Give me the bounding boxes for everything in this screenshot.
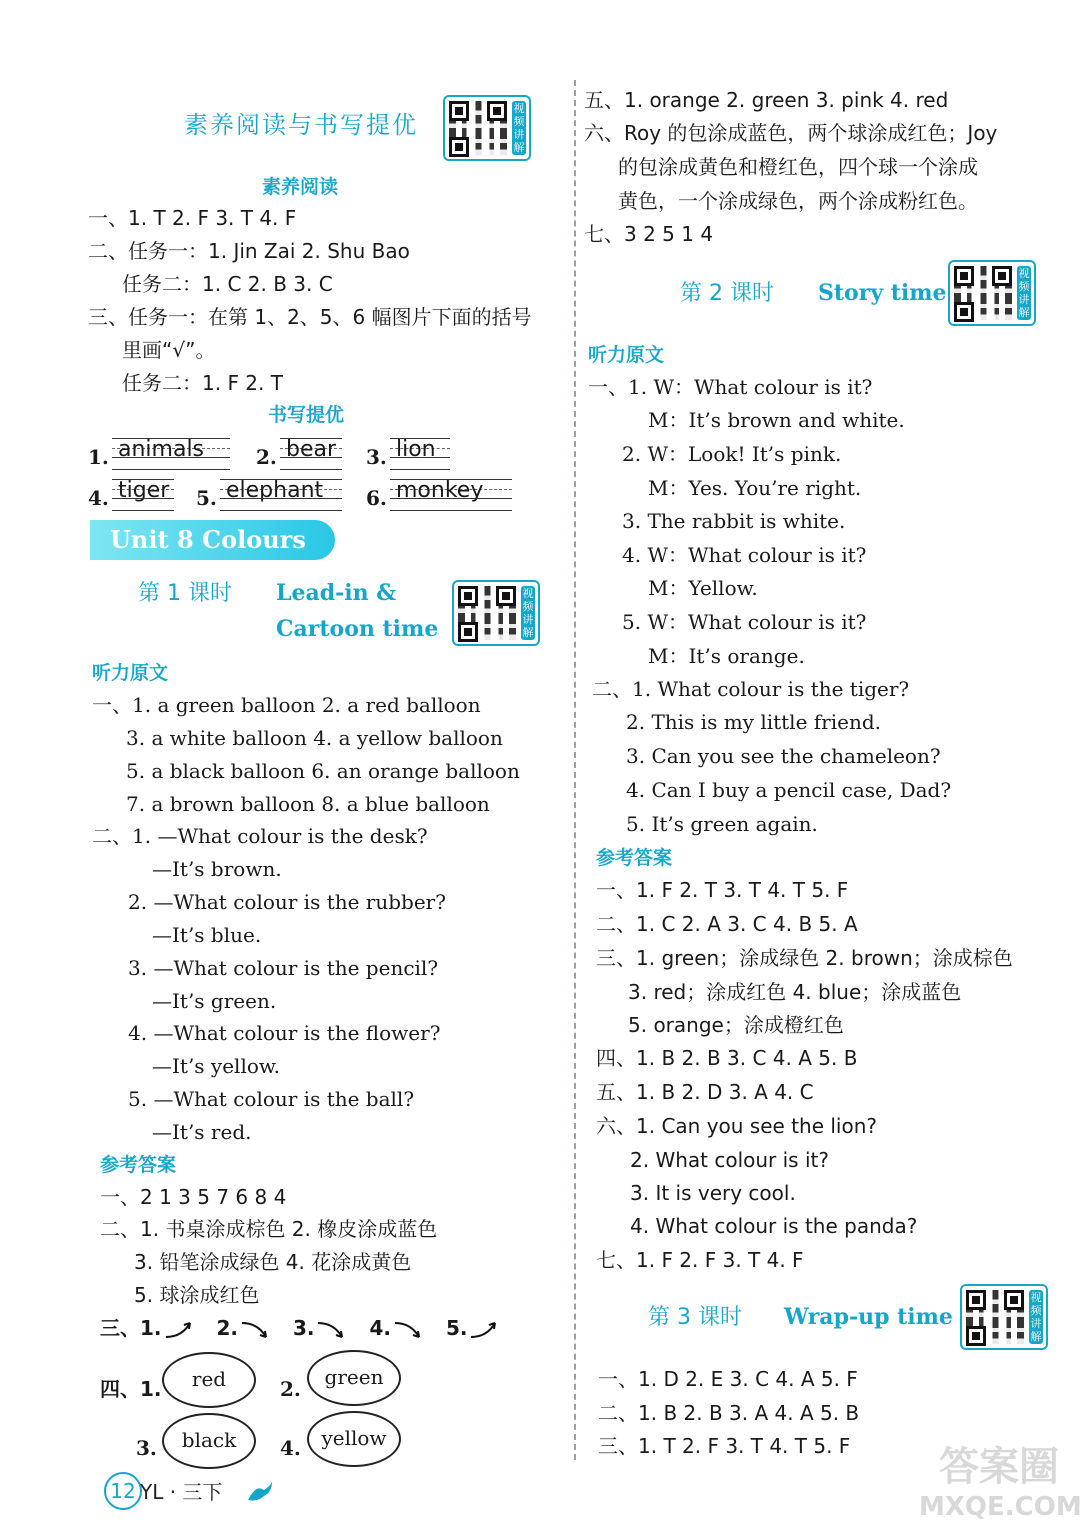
qr-video-tag: 视频讲解 [1018, 267, 1030, 319]
lesson-1-en: Lead-in & [276, 580, 397, 606]
writing-num: 2. [256, 445, 277, 469]
writing-num: 3. [366, 445, 387, 469]
qr-video-tag: 视频讲解 [1030, 1291, 1042, 1343]
qr-finder-icon [992, 266, 1012, 286]
qr-finder-icon [458, 622, 478, 642]
writing-num: 4. [88, 486, 109, 510]
listening-line: 3. The rabbit is white. [622, 509, 846, 533]
answer-oval: yellow [307, 1411, 401, 1467]
answer-line: 的包涂成黄色和橙红色，四个球一个涂成 [618, 155, 978, 179]
qr-video-tag: 视频讲解 [522, 587, 534, 639]
column-divider [574, 80, 576, 1460]
writing-line [112, 438, 230, 470]
qr-finder-icon [458, 586, 478, 606]
qr-code-2[interactable] [452, 580, 540, 646]
answer-oval: black [162, 1413, 256, 1469]
listening-line: 2. —What colour is the rubber? [128, 890, 446, 914]
answer-line: 六、Roy 的包涂成蓝色，两个球涂成红色；Joy [584, 121, 998, 145]
listening-line: 二、1. What colour is the tiger? [592, 677, 910, 701]
listening-line: —It’s red. [152, 1120, 252, 1144]
writing-line [112, 479, 174, 511]
listening-line: 4. —What colour is the flower? [128, 1021, 441, 1045]
falling-tone-icon [391, 1317, 425, 1343]
writing-word: tiger [118, 478, 170, 503]
oval-num: 3. [136, 1436, 157, 1460]
listening-line: —It’s blue. [152, 923, 262, 947]
writing-num: 5. [196, 486, 217, 510]
listening-line: 4. Can I buy a pencil case, Dad? [626, 778, 952, 802]
lesson-3-en: Wrap-up time [784, 1304, 953, 1330]
qr-finder-icon [496, 586, 516, 606]
qr-finder-icon [487, 101, 507, 121]
listening-line: —It’s green. [152, 989, 277, 1013]
writing-line [390, 479, 512, 511]
lesson-3-cn: 第 3 课时 [648, 1305, 742, 1330]
writing-word: bear [286, 437, 337, 462]
answer-line: 四、1. B 2. B 3. C 4. A 5. B [596, 1046, 858, 1070]
answer-line: 五、1. orange 2. green 3. pink 4. red [584, 88, 949, 112]
answer-oval: red [162, 1352, 256, 1408]
listening-line: 5. W：What colour is it? [622, 610, 867, 634]
qr-finder-icon [966, 1326, 986, 1346]
answer-line: 三、1. green；涂成绿色 2. brown；涂成棕色 [596, 946, 1013, 970]
answers-title: 参考答案 [596, 847, 673, 869]
oval-num: 4. [280, 1436, 301, 1460]
writing-line [390, 438, 450, 470]
writing-word: monkey [396, 478, 484, 503]
qr-code-3[interactable] [948, 260, 1036, 326]
listening-title: 听力原文 [588, 344, 665, 366]
lesson-2-cn: 第 2 课时 [680, 281, 774, 306]
listening-line: 2. This is my little friend. [626, 710, 882, 734]
answer-line: 七、3 2 5 1 4 [584, 222, 714, 246]
listening-line: 5. a black balloon 6. an orange balloon [126, 759, 520, 783]
unit-banner: Unit 8 Colours [90, 520, 335, 560]
listening-line: 3. a white balloon 4. a yellow balloon [126, 726, 503, 750]
footer-label: YL · 三下 [140, 1480, 223, 1504]
writing-word: elephant [226, 478, 324, 503]
qr-finder-icon [954, 302, 974, 322]
qr-finder-icon [954, 266, 974, 286]
listening-line: 7. a brown balloon 8. a blue balloon [126, 792, 490, 816]
listening-line: 一、1. W：What colour is it? [588, 375, 873, 399]
answer-line: 二、1. 书桌涂成棕色 2. 橡皮涂成蓝色 [100, 1217, 438, 1241]
watermark: 答案圈 MXQE.COM [919, 1444, 1082, 1522]
answer-oval: green [307, 1350, 401, 1406]
answer-line: 5. 球涂成红色 [134, 1283, 260, 1307]
answer-line: 4. What colour is the panda? [630, 1214, 918, 1238]
qr-video-tag: 视频讲解 [513, 102, 525, 154]
listening-line: —It’s yellow. [152, 1054, 280, 1078]
listening-line: M：Yellow. [648, 576, 758, 600]
writing-line [220, 479, 342, 511]
listening-title: 听力原文 [92, 662, 169, 684]
reading-line: 里画“√”。 [122, 338, 216, 362]
listening-line: 5. —What colour is the ball? [128, 1087, 415, 1111]
answer-line: 七、1. F 2. F 3. T 4. F [596, 1248, 804, 1272]
rising-tone-icon [467, 1317, 501, 1343]
answer-line: 一、1. D 2. E 3. C 4. A 5. F [598, 1367, 858, 1391]
lesson-1-cn: 第 1 课时 [138, 581, 232, 606]
listening-line: 4. W：What colour is it? [622, 543, 867, 567]
reading-line: 二、任务一：1. Jin Zai 2. Shu Bao [88, 239, 410, 263]
reading-line: 任务二：1. C 2. B 3. C [122, 272, 333, 296]
answer-line: 3. 铅笔涂成绿色 4. 花涂成黄色 [134, 1250, 412, 1274]
falling-tone-icon [238, 1317, 272, 1343]
answer-line: 一、1. F 2. T 3. T 4. T 5. F [596, 878, 849, 902]
answer-line: 黄色，一个涂成绿色，两个涂成粉红色。 [618, 189, 978, 213]
listening-line: 3. Can you see the chameleon? [626, 744, 941, 768]
qr-finder-icon [449, 137, 469, 157]
tones-row: 三、1. 2. 3. 4. 5. [100, 1313, 501, 1343]
answer-line: 六、1. Can you see the lion? [596, 1114, 878, 1138]
answers-title: 参考答案 [100, 1154, 177, 1176]
writing-title: 书写提优 [268, 404, 345, 426]
lesson-2-en: Story time [818, 280, 947, 306]
writing-line [280, 438, 342, 470]
reading-title: 素养阅读 [262, 176, 339, 198]
qr-finder-icon [449, 101, 469, 121]
reading-line: 一、1. T 2. F 3. T 4. F [88, 206, 297, 230]
listening-line: 5. It’s green again. [626, 812, 818, 836]
reading-line: 三、任务一：在第 1、2、5、6 幅图片下面的括号 [88, 305, 532, 329]
listening-line: 2. W：Look! It’s pink. [622, 442, 842, 466]
listening-line: 二、1. —What colour is the desk? [92, 824, 428, 848]
qr-finder-icon [966, 1290, 986, 1310]
qr-finder-icon [1004, 1290, 1024, 1310]
listening-line: M：It’s brown and white. [648, 408, 905, 432]
answer-line: 二、1. B 2. B 3. A 4. A 5. B [598, 1401, 860, 1425]
falling-tone-icon [314, 1317, 348, 1343]
answer-line: 五、1. B 2. D 3. A 4. C [596, 1080, 814, 1104]
answer-line: 5. orange；涂成橙红色 [628, 1013, 844, 1037]
qr-code-1[interactable] [443, 95, 531, 161]
writing-word: animals [118, 437, 205, 462]
answer-line: 三、1. T 2. F 3. T 4. T 5. F [598, 1434, 851, 1458]
writing-word: lion [396, 437, 436, 462]
bird-icon [246, 1480, 274, 1506]
writing-num: 1. [88, 445, 109, 469]
page-number: 12 [104, 1472, 142, 1510]
listening-line: M：Yes. You’re right. [648, 476, 862, 500]
answer-line: 一、2 1 3 5 7 6 8 4 [100, 1185, 287, 1209]
qr-code-4[interactable] [960, 1284, 1048, 1350]
answer-line: 3. red；涂成红色 4. blue；涂成蓝色 [628, 980, 962, 1004]
answer-line: 二、1. C 2. A 3. C 4. B 5. A [596, 912, 858, 936]
answer-line: 3. It is very cool. [630, 1181, 796, 1205]
listening-line: —It’s brown. [152, 857, 282, 881]
rising-tone-icon [162, 1317, 196, 1343]
ovals-prefix: 四、1. [100, 1377, 162, 1401]
listening-line: M：It’s orange. [648, 644, 805, 668]
answer-line: 2. What colour is it? [630, 1148, 829, 1172]
listening-line: 3. —What colour is the pencil? [128, 956, 439, 980]
listening-line: 一、1. a green balloon 2. a red balloon [92, 693, 481, 717]
writing-num: 6. [366, 486, 387, 510]
lesson-1-en: Cartoon time [276, 616, 439, 642]
reading-line: 任务二：1. F 2. T [122, 371, 283, 395]
section-title: 素养阅读与书写提优 [184, 111, 418, 139]
oval-num: 2. [280, 1377, 301, 1401]
